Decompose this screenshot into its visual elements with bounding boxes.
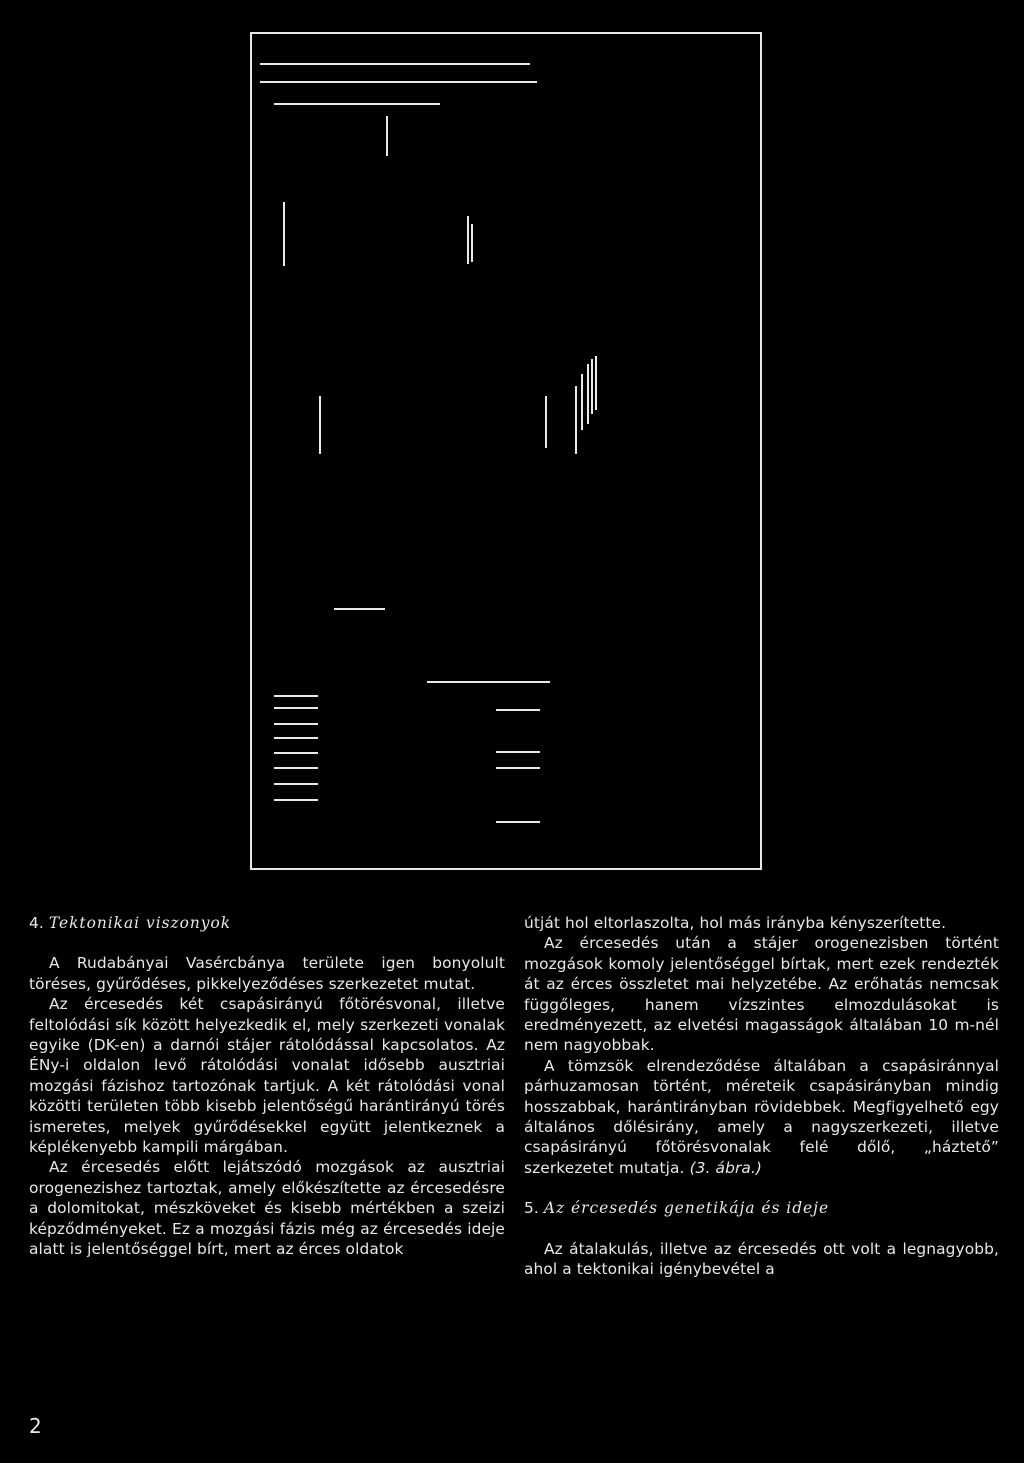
- section-heading-5: [524, 1198, 999, 1218]
- figure-reference: (3. ábra.): [689, 1158, 762, 1177]
- page-number: 2: [29, 1414, 42, 1438]
- section-title: Tektonikai viszonyok: [48, 914, 232, 932]
- paragraph: Az ércesedés után a stájer orogenezisben történt mozgások komoly jelentőséggel bírtak, mert ezek rendezték át az érces összletet mai helyzetébe. Az erőhatás nemcsak függőleges, hanem vízszintes elmozdulásokat is eredményezett, az elvetési magasságok általában 10 m-nél nem nagyobbak.: [524, 934, 999, 1055]
- left-column: [29, 913, 505, 1260]
- section-number: 4.: [29, 914, 44, 932]
- section-title: Az ércesedés genetikája és ideje: [543, 1199, 830, 1218]
- right-column: [524, 913, 999, 1280]
- paragraph: Az átalakulás, illetve az ércesedés ott volt a legnagyobb, ahol a tektonikai igénybevétel a: [524, 1239, 999, 1279]
- section-number: 5.: [524, 1199, 539, 1218]
- paragraph: A Rudabányai Vasércbánya területe igen bonyolult töréses, gyűrődéses, pikkelyeződéses szerkezetet mutat.: [29, 954, 505, 993]
- paragraph-continuation: útját hol eltorlaszolta, hol más irányba kényszerítette.: [524, 914, 947, 932]
- paragraph-text: A tömzsök elrendeződése általában a csapásiránnyal párhuzamosan történt, méreteik csapásirányban mindig hosszabbak, harántirányban rövidebbek. Megfigyelhető egy általános dőlésirány, amely a nagyszerkezeti, illetve csapásirányú főtörésvonalak felé dőlő, „háztető” szerkezetet mutatja.: [524, 1056, 999, 1177]
- paragraph: Az ércesedés két csapásirányú főtörésvonal, illetve feltolódási sík között helyezkedik el, mely szerkezeti vonalak egyike (DK-en) a darnói stájer rátolódással kapcsolatos. Az ÉNy-i oldalon levő rátolódási vonalat idősebb ausztriai mozgási fázishoz tartozónak tartjuk. A két rátolódási vonal közötti területen több kisebb jelentőségű harántirányú törés ismeretes, melyek gyűrődésekkel együtt jelentkeznek a képlékenyebb kampili márgában.: [29, 995, 505, 1157]
- figure-frame: [250, 32, 762, 870]
- paragraph: [524, 1056, 999, 1178]
- paragraph: Az ércesedés előtt lejátszódó mozgások az ausztriai orogenezishez tartoztak, amely előkészítette az ércesedésre a dolomitokat, mészköveket és kisebb mértékben a szeizi képződményeket. Ez a mozgási fázis még az ércesedés ideje alatt is jelentőséggel bírt, mert az érces oldatok: [29, 1158, 505, 1259]
- figure-drawing: [252, 34, 760, 868]
- section-heading-4: [29, 913, 505, 933]
